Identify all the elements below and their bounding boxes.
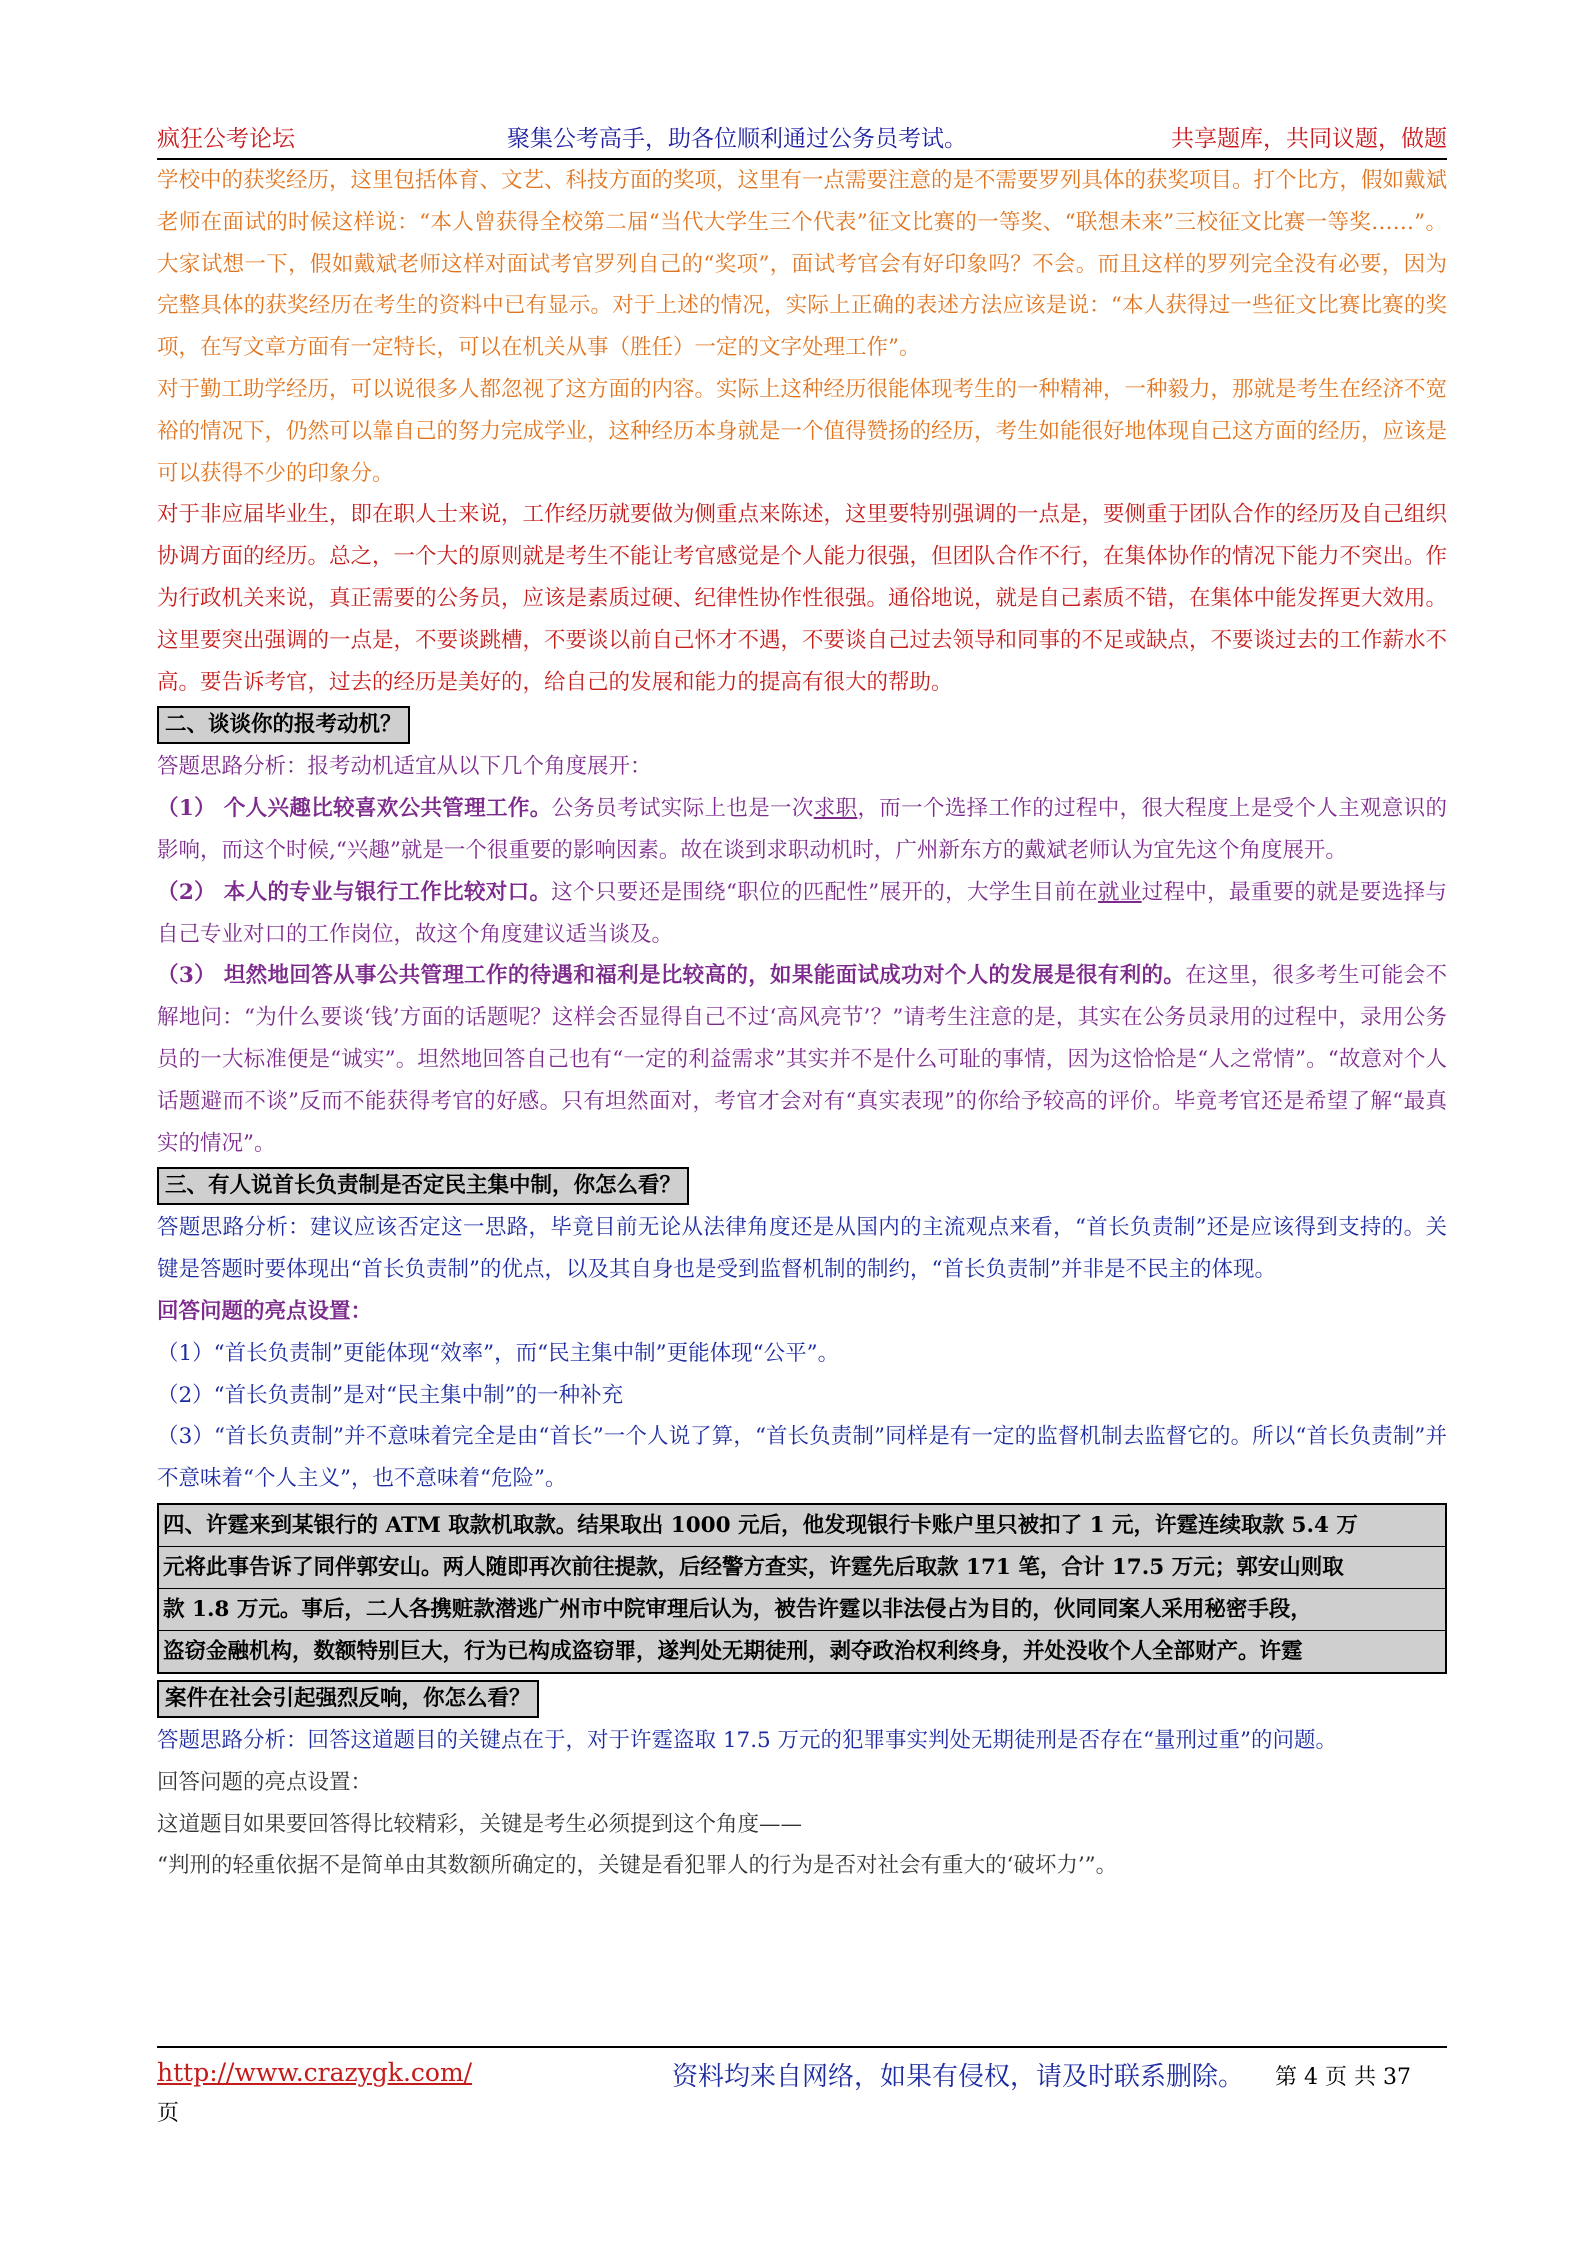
header-site-name: 疯狂公考论坛 xyxy=(157,126,295,152)
q4-highlights-heading: 回答问题的亮点设置： xyxy=(157,1769,373,1795)
q2-point-2-b: 过程中，最重要的就是要选择与自己专业对口的工作岗位，故这个角度建议适当谈及。 xyxy=(157,879,1447,947)
section-3 xyxy=(157,1164,1447,1500)
q3-highlight-3: （3）“首长负责制”并不意味着完全是由“首长”一个人说了算，“首长负责制”同样是有一定的监督机制去监督它的。所以“首长负责制”并不意味着“个人主义”，也不意味着“危险”。 xyxy=(157,1424,1447,1492)
header-slogan: 聚集公考高手，助各位顺利通过公务员考试。 xyxy=(507,126,967,152)
header-tagline: 共享题库，共同议题，做题 xyxy=(1171,126,1447,152)
q3-highlights-heading: 回答问题的亮点设置： xyxy=(157,1298,373,1324)
keyword-link-qiuzhi[interactable]: 求职 xyxy=(813,796,858,822)
footer-divider xyxy=(157,2046,1447,2048)
main-content xyxy=(157,160,1447,1887)
footer-copyright-note: 资料均来自网络，如果有侵权，请及时联系删除。 xyxy=(672,2062,1245,2092)
q4-text-1: 这道题目如果要回答得比较精彩，关键是考生必须提到这个角度—— xyxy=(157,1811,803,1837)
q2-point-3-text: 在这里，很多考生可能会不解地问：“为什么要谈‘钱’方面的话题呢？这样会否显得自己不过‘高风亮节’？”请考生注意的是，其实在公务员录用的过程中，录用公务员的一大标准便是“诚实”。坦然地回答自己也有“一定的利益需求”其实并不是什么可耻的事情，因为这恰恰是“人之常情”。“故意对个人话题避而不谈”反而不能获得考官的好感。只有坦然面对，考官才会对有“真实表现”的你给予较高的评价。毕竟考官还是希望了解“最真实的情况”。 xyxy=(157,963,1447,1156)
question-4-line-3: 款 1.8 万元。事后，二人各携赃款潜逃广州市中院审理后认为，被告许霆以非法侵占为目的，伙同同案人采用秘密手段， xyxy=(159,1589,1445,1631)
q2-point-1 xyxy=(157,788,1447,872)
question-4-line-2: 元将此事告诉了同伴郭安山。两人随即再次前往提款，后经警方查实，许霆先后取款 171 笔，合计 17.5 万元；郭安山则取 xyxy=(159,1547,1445,1589)
q2-analysis: 答题思路分析：报考动机适宜从以下几个角度展开： xyxy=(157,754,652,780)
q2-point-3 xyxy=(157,955,1447,1164)
q2-point-1-a: 公务员考试实际上也是一次 xyxy=(551,796,814,822)
paragraph-work-study: 对于勤工助学经历，可以说很多人都忽视了这方面的内容。实际上这种经历很能体现考生的一种精神，一种毅力，那就是考生在经济不宽裕的情况下，仍然可以靠自己的努力完成学业，这种经历本身就是一个值得赞扬的经历，考生如能很好地体现自己这方面的经历，应该是可以获得不少的印象分。 xyxy=(157,376,1448,486)
footer-page-suffix: 页 xyxy=(157,2101,180,2126)
section-2 xyxy=(157,703,1447,1164)
q3-highlight-1: （1）“首长负责制”更能体现“效率”，而“民主集中制”更能体现“公平”。 xyxy=(157,1340,840,1366)
q2-point-3-lead: （3） 坦然地回答从事公共管理工作的待遇和福利是比较高的，如果能面试成功对个人的发展是很有利的。 xyxy=(157,963,1186,989)
q4-text-2: “判刑的轻重依据不是简单由其数额所确定的，关键是看犯罪人的行为是否对社会有重大的‘破坏力’”。 xyxy=(157,1853,1118,1879)
q2-point-2 xyxy=(157,872,1447,956)
keyword-link-jiuye[interactable]: 就业 xyxy=(1097,879,1142,905)
question-4-line-4: 盗窃金融机构，数额特别巨大，行为已构成盗窃罪，遂判处无期徒刑，剥夺政治权利终身，并处没收个人全部财产。许霆 xyxy=(163,1638,1303,1664)
q2-point-2-a: 这个只要还是围绕“职位的匹配性”展开的，大学生目前在 xyxy=(551,879,1098,905)
footer-page-number: 第 4 页 共 37 xyxy=(1275,2065,1411,2090)
question-3-title: 三、有人说首长负责制是否定民主集中制，你怎么看？ xyxy=(157,1167,689,1205)
q4-analysis: 答题思路分析：回答这道题目的关键点在于，对于许霆盗取 17.5 万元的犯罪事实判处无期徒刑是否存在“量刑过重”的问题。 xyxy=(157,1727,1338,1753)
q2-point-1-b: ，而一个选择工作的过程中，很大程度上是受个人主观意识的影响，而这个时候,“兴趣”就是一个很重要的影响因素。故在谈到求职动机时，广州新东方的戴斌老师认为宜先这个角度展开。 xyxy=(157,796,1447,863)
footer-url-link[interactable]: http://www.crazygk.com/ xyxy=(157,2058,473,2087)
paragraph-awards: 学校中的获奖经历，这里包括体育、文艺、科技方面的奖项，这里有一点需要注意的是不需要罗列具体的获奖项目。打个比方，假如戴斌老师在面试的时候这样说：“本人曾获得全校第二届“当代大学生三个代表”征文比赛的一等奖、“联想未来”三校征文比赛一等奖……”。大家试想一下，假如戴斌老师这样对面试考官罗列自己的“奖项”，面试考官会有好印象吗？不会。而且这样的罗列完全没有必要，因为完整具体的获奖经历在考生的资料中已有显示。对于上述的情况，实际上正确的表述方法应该是说：“本人获得过一些征文比赛比赛的奖项，在写文章方面有一定特长，可以在机关从事（胜任）一定的文字处理工作”。 xyxy=(157,168,1448,361)
paragraph-work-experience: 对于非应届毕业生，即在职人士来说，工作经历就要做为侧重点来陈述，这里要特别强调的一点是，要侧重于团队合作的经历及自己组织协调方面的经历。总之，一个大的原则就是考生不能让考官感觉是个人能力很强，但团队合作不行，在集体协作的情况下能力不突出。作为行政机关来说，真正需要的公务员，应该是素质过硬、纪律性协作性很强。通俗地说，就是自己素质不错，在集体中能发挥更大效用。这里要突出强调的一点是，不要谈跳槽，不要谈以前自己怀才不遇，不要谈自己过去领导和同事的不足或缺点，不要谈过去的工作薪水不高。要告诉考官，过去的经历是美好的，给自己的发展和能力的提高有很大的帮助。 xyxy=(157,502,1448,695)
question-4-tail: 案件在社会引起强烈反响，你怎么看？ xyxy=(157,1680,539,1718)
section-4 xyxy=(157,1503,1447,1887)
q2-point-2-lead: （2） 本人的专业与银行工作比较对口。 xyxy=(157,879,552,905)
q3-highlight-2: （2）“首长负责制”是对“民主集中制”的一种补充 xyxy=(157,1382,624,1408)
q2-point-1-lead: （1） 个人兴趣比较喜欢公共管理工作。 xyxy=(157,796,552,822)
question-4-box xyxy=(157,1503,1447,1674)
question-4-line-1: 四、许霆来到某银行的 ATM 取款机取款。结果取出 1000 元后，他发现银行卡账户里只被扣了 1 元，许霆连续取款 5.4 万 xyxy=(159,1505,1445,1547)
q3-analysis: 答题思路分析：建议应该否定这一思路，毕竟目前无论从法律角度还是从国内的主流观点来看，“首长负责制”还是应该得到支持的。关键是答题时要体现出“首长负责制”的优点，以及其自身也是受到监督机制的制约，“首长负责制”并非是不民主的体现。 xyxy=(157,1215,1447,1283)
page-header xyxy=(157,118,1447,160)
question-2-title: 二、谈谈你的报考动机？ xyxy=(157,706,410,744)
